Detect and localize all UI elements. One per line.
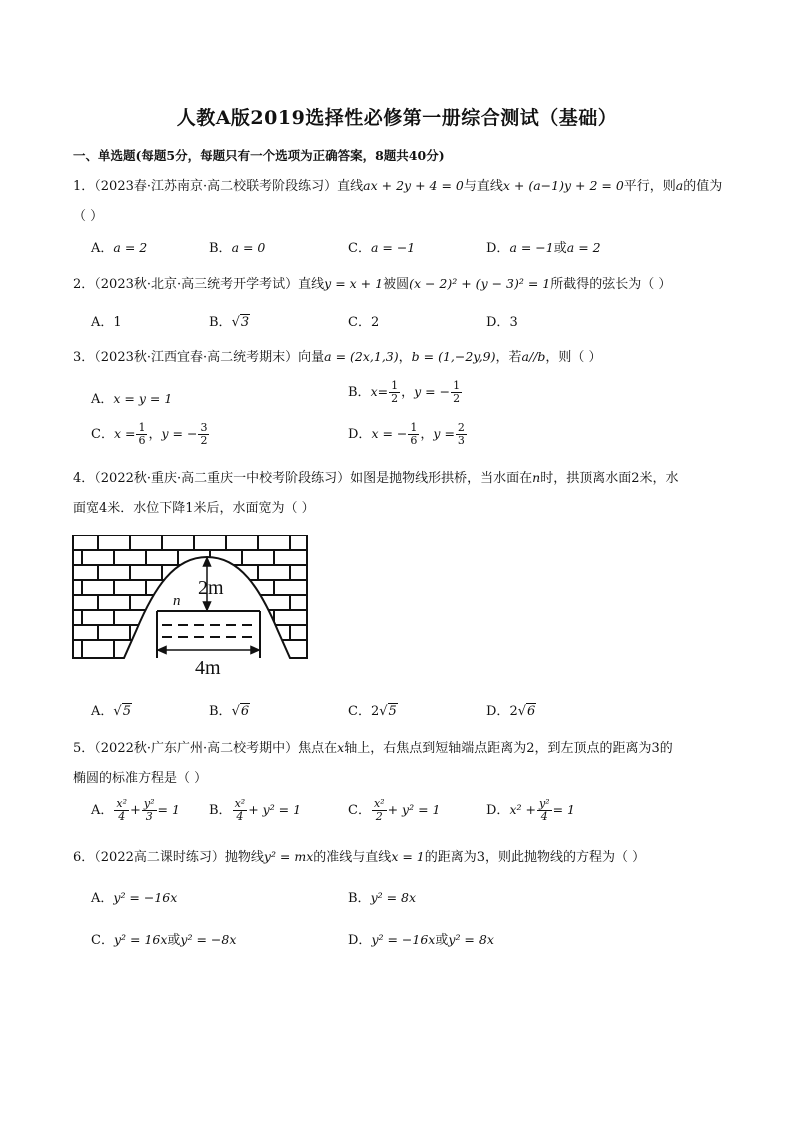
option-d: D．x = − $\frac{1}{6}$ ，y = $\frac{2}{3}$ [348,421,465,447]
equation: x = 1 [391,849,425,864]
sqrt-expression: √6 [517,704,536,719]
question-2-stem: 2．（2023秋·北京·高三统考开学考试）直线y = x + 1被圆(x − 2)² + (y − 3)² = 1所截得的弦长为（ ） [73,276,672,292]
option-c: C．a = −1 [348,240,416,256]
option-b: B．a = 0 [209,240,266,256]
question-number: 4． [73,471,95,486]
option-a: A． $\frac{\text{x²}}{4}$ + $\frac{\text{y²}}{3}$ = 1 [91,797,180,823]
option-d: D．2√6 [486,704,536,719]
equation: (x − 2)² + (y − 3)² = 1 [409,276,551,291]
option-c: C．2√5 [348,704,397,719]
question-source: （2023春·江苏南京·高二校联考阶段练习） [94,179,338,194]
height-label: 2m [198,577,224,599]
vector-a: a = (2x,1,3) [324,349,399,364]
vector-b: b = (1,−2y,9) [411,349,496,364]
option-b: B．√3 [209,315,250,330]
sqrt-expression: √6 [231,704,250,719]
question-number: 6． [73,850,95,865]
question-source: （2022秋·重庆·高二重庆一中校考阶段练习） [94,471,351,486]
option-b: B．x= $\frac{1}{2}$ ，y = − $\frac{1}{2}$ [348,379,461,405]
question-5-stem: 5．（2022秋·广东广州·高二校考期中）焦点在x轴上，右焦点到短轴端点距离为2，到左顶点的距离为3的 [73,740,673,756]
water-dashes [162,625,258,637]
sqrt-expression: √5 [113,704,131,719]
question-4-stem: 4．（2022秋·重庆·高二重庆一中校考阶段练习）如图是抛物线形拱桥，当水面在n时，拱顶离水面2米，水 [73,470,679,486]
arch-bridge-diagram [70,528,310,678]
option-a: A．y² = −16x [91,890,178,906]
water-level-label: n [173,593,181,609]
question-6-stem: 6．（2022高二课时练习）抛物线y² = mx的准线与直线x = 1的距离为3，则此抛物线的方程为（ ） [73,849,646,865]
question-1-stem: 1．（2023春·江苏南京·高二校联考阶段练习）直线ax + 2y + 4 = 0与直线x + (a−1)y + 2 = 0平行，则a的值为 [73,178,723,194]
option-c: C． $\frac{\text{x²}}{2}$ + y² = 1 [348,797,441,823]
page-title: 人教A版2019选择性必修第一册综合测试（基础） [176,107,618,129]
brick-wall [73,535,307,658]
option-a: A．x = y = 1 [91,391,173,407]
question-number: 1． [73,179,95,194]
option-b: B．√6 [209,704,250,719]
option-a: A．√5 [91,704,131,719]
sqrt-expression: √3 [231,315,250,330]
question-number: 5． [73,741,95,756]
question-source: （2023秋·江西宜春·高二统考期末） [94,350,299,365]
option-d: D．a = −1或a = 2 [486,240,601,256]
question-number: 2． [73,277,95,292]
question-4-stem-line2: 面宽4米．水位下降1米后，水面宽为（ ） [73,501,315,516]
question-source: （2022高二课时练习） [94,850,225,865]
section-heading: 一、单选题(每题5分，每题只有一个选项为正确答案，8题共40分) [73,148,445,163]
equation: ax + 2y + 4 = 0 [363,178,464,193]
question-3-stem: 3．（2023秋·江西宜春·高二统考期末）向量a = (2x,1,3)，b = (1,−2y,9)，若a//b，则（ ） [73,349,602,365]
question-source: （2022秋·广东广州·高二校考期中） [94,741,299,756]
option-a: A．a = 2 [91,240,148,256]
option-d: D．y² = −16x或y² = 8x [348,932,494,948]
option-b: B．y² = 8x [348,890,417,906]
question-number: 3． [73,350,95,365]
equation: x + (a−1)y + 2 = 0 [502,178,624,193]
option-b: B． $\frac{\text{x²}}{4}$ + y² = 1 [209,797,302,823]
width-label: 4m [195,657,221,678]
option-c: C．2 [348,315,380,330]
equation: y = x + 1 [324,276,384,291]
question-5-stem-line2: 椭圆的标准方程是（ ） [73,771,208,786]
option-a: A．1 [91,315,122,330]
question-source: （2023秋·北京·高三统考开学考试） [94,277,299,292]
option-c: C．y² = 16x或y² = −8x [91,932,237,948]
option-d: D．3 [486,315,518,330]
equation: y² = mx [263,849,314,864]
answer-paren: （ ） [73,209,104,224]
sqrt-expression: √5 [379,704,397,719]
option-d: D．x² + $\frac{\text{y²}}{4}$ = 1 [486,797,575,823]
width-arrow [158,647,259,654]
option-c: C．x = $\frac{1}{6}$ ，y = − $\frac{3}{2}$ [91,421,208,447]
